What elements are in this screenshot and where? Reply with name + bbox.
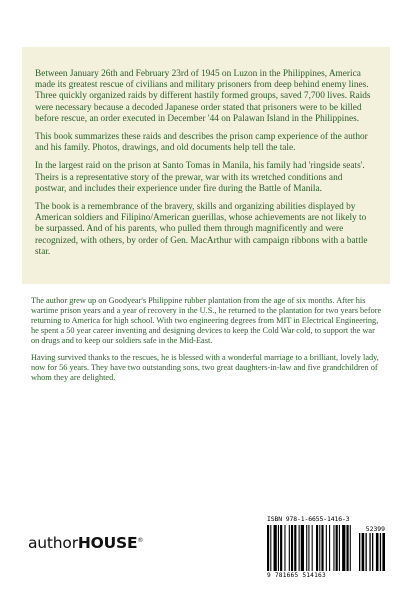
description-paragraph-2: This book summarizes these raids and describes the prison camp experience of the author and his family. Photos, drawings, and old documents help tell the tale.	[35, 132, 368, 154]
publisher-name-part2: HOUSE	[77, 534, 138, 552]
description-paragraph-1: Between January 26th and February 23rd of 1945 on Luzon in the Philippines, America made its greatest rescue of civilians and military prisoners from deep behind enemy lines. Three quickly organized raids by different hastily formed groups, saved 7,700 lives. Raids were necessary because a decoded Japanese order stated that prisoners were to be killed before rescue, an order executed in December '44 on Palawan Island in the Philippines.	[35, 69, 371, 124]
isbn-label: ISBN 978-1-6655-1416-3	[267, 515, 350, 523]
description-paragraph-4: The book is a remembrance of the bravery, skills and organizing abilities displayed by American soldiers and Filipino/American guerillas, whose achievements are not likely to be surpassed. And of his parents, who pulled them through magnificently and were recognized, with others, by order of Gen. MacArthur with campaign ribbons with a battle star.	[35, 202, 368, 257]
isbn-digits: 9 781665 514163	[267, 572, 326, 579]
bio-paragraph-2: Having survived thanks to the rescues, he is blessed with a wonderful marriage to a brilliant, lovely lady, now for 56 years. They have two outstanding sons, two great daughters-in-law and five grandchildren of whom they are delighted.	[31, 353, 379, 382]
publisher-logo	[28, 534, 188, 552]
registered-mark: ®	[137, 536, 144, 544]
description-panel	[22, 47, 390, 284]
publisher-name-part1: author	[28, 534, 78, 552]
bio-paragraph-1: The author grew up on Goodyear's Philippine rubber plantation from the age of six months. After his wartime prison years and a year of recovery in the U.S., he returned to the plantation for two years before returning to America for high school. With two engineering degrees from MIT in Electrical Engineering, he spent a 50 year career inventing and designing devices to keep the Cold War cold, to support the war on drugs and to keep our soldiers safe in the Mid-East.	[31, 296, 382, 345]
isbn-barcode	[267, 515, 385, 579]
author-bio	[31, 296, 383, 390]
description-paragraph-3: In the largest raid on the prison at Santo Tomas in Manila, his family had 'ringside seats'. Theirs is a representative story of the prewar, war with its wretched conditions and postwar, and includes their experience under fire during the Battle of Manila.	[35, 161, 365, 194]
price-code: 52399	[365, 525, 385, 533]
barcode-bars	[267, 525, 385, 571]
